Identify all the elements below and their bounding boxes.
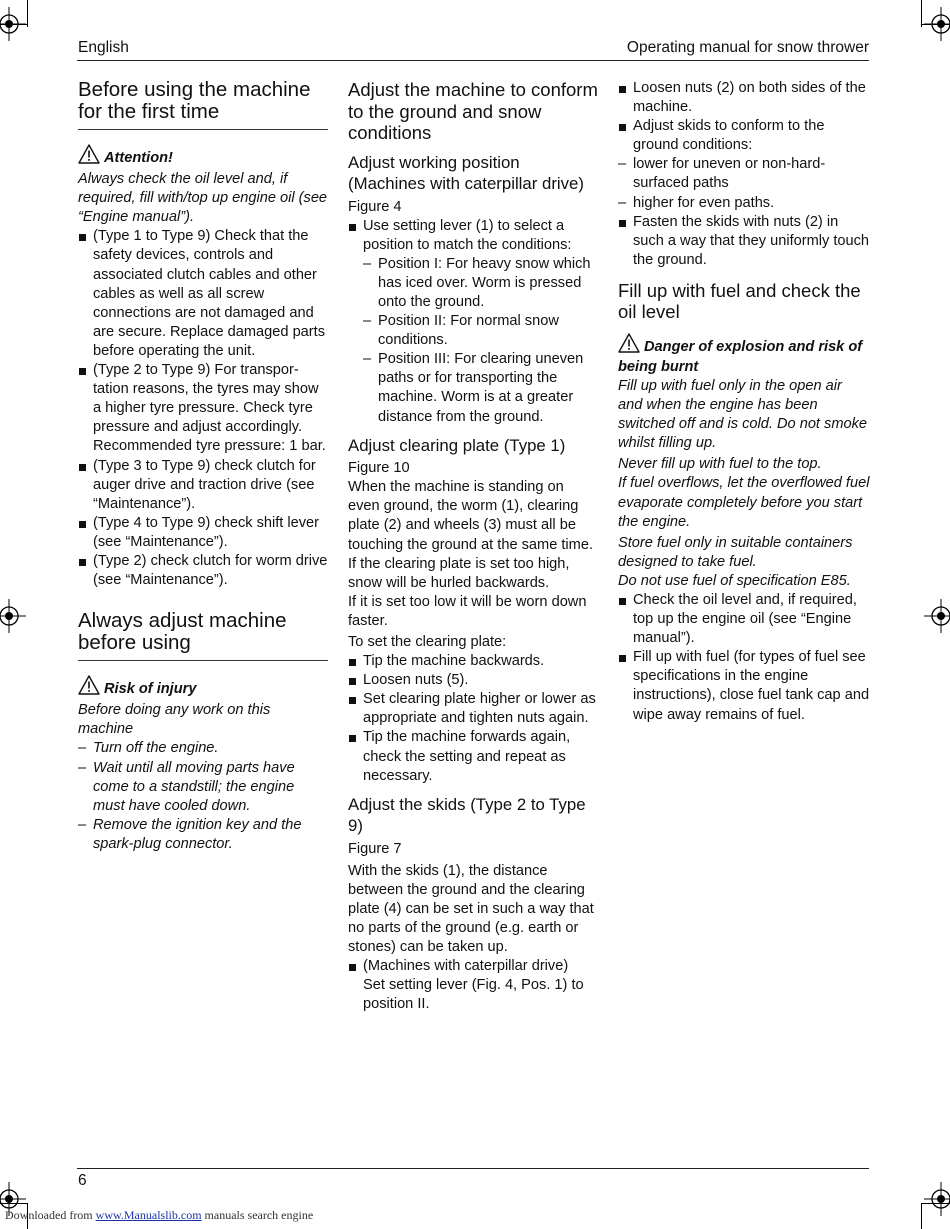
fuel-steps bbox=[618, 591, 870, 725]
list-item: Loosen nuts (5). bbox=[348, 671, 598, 690]
figure-reference: Figure 4 bbox=[348, 198, 402, 215]
section-title-always-adjust: Always adjust machine before using bbox=[78, 609, 287, 654]
list-item: – Position I: For heavy snow which has iced over. Worm is pressed onto the ground. bbox=[363, 255, 598, 312]
paragraph: Never fill up with fuel to the top. bbox=[618, 456, 822, 473]
section-title-first-use: Before using the machine for the first time bbox=[78, 78, 311, 123]
list-item: – higher for even paths. bbox=[618, 194, 870, 213]
registration-mark-mid-left bbox=[0, 599, 26, 633]
registration-mark-bottom-right bbox=[924, 1182, 950, 1216]
page-number: 6 bbox=[78, 1172, 87, 1189]
section-rule bbox=[78, 129, 328, 130]
trim-mark bbox=[921, 1203, 950, 1204]
registration-mark-mid-right bbox=[924, 599, 950, 633]
paragraph: Do not use fuel of specification E85. bbox=[618, 572, 851, 589]
skids-steps bbox=[348, 957, 598, 1014]
list-item: Use setting lever (1) to select a position to match the conditions: bbox=[348, 217, 598, 255]
danger-title: Danger of explosion and risk of being burnt bbox=[618, 338, 863, 375]
list-item: Set clearing plate higher or lower as appropriate and tighten nuts again. bbox=[348, 690, 598, 728]
header-language: English bbox=[78, 39, 129, 56]
list-item: (Type 2 to Type 9) For transpor-tation reasons, the tyres may show a higher tyre pressure. Check tyre pressure and adjust accordingly. Recommended tyre pressure: 1 bar. bbox=[78, 361, 328, 456]
trim-mark bbox=[27, 0, 28, 27]
download-prefix: Downloaded from bbox=[5, 1208, 93, 1222]
column-1 bbox=[78, 79, 328, 854]
warning-triangle-icon bbox=[78, 144, 100, 164]
list-item: – Position III: For clearing uneven paths or for transporting the machine. Worm is at a greater distance from the ground. bbox=[363, 350, 598, 426]
paragraph: To set the clearing plate: bbox=[348, 633, 507, 650]
trim-mark bbox=[0, 24, 27, 25]
list-item: – Turn off the engine. bbox=[78, 739, 328, 758]
warning-triangle-icon bbox=[618, 333, 640, 353]
list-item: (Type 4 to Type 9) check shift lever (see “Maintenance”). bbox=[78, 514, 328, 552]
section-title-adjust-machine: Adjust the machine to conform to the ground and snow conditions bbox=[348, 79, 598, 143]
column-3 bbox=[618, 79, 870, 725]
trim-mark bbox=[921, 0, 922, 27]
paragraph: With the skids (1), the distance between the ground and the clearing plate (4) can be set in such a way that no parts of the ground (e.g. earth or stones) can be taken up. bbox=[348, 862, 594, 956]
paragraph: Fill up with fuel only in the open air and when the engine has been switched off and is cold. Do not smoke whilst filling up. bbox=[618, 377, 868, 452]
list-item: – Position II: For normal snow conditions. bbox=[363, 312, 598, 350]
skids-steps-continued bbox=[618, 79, 870, 270]
section-rule bbox=[78, 660, 328, 661]
figure-reference: Figure 10 bbox=[348, 460, 410, 477]
danger-heading bbox=[618, 333, 870, 377]
list-item: Check the oil level and, if required, top up the engine oil (see “Engine manual”). bbox=[618, 591, 870, 648]
list-item: Loosen nuts (2) on both sides of the machine. bbox=[618, 79, 870, 117]
injury-intro: Before doing any work on this machine bbox=[78, 702, 271, 738]
paragraph: Store fuel only in suitable containers designed to take fuel. bbox=[618, 534, 853, 570]
list-item: Tip the machine forwards again, check the setting and repeat as necessary. bbox=[348, 728, 598, 785]
list-item: – Wait until all moving parts have come to a standstill; the engine must have cooled down. bbox=[78, 759, 328, 816]
injury-title: Risk of injury bbox=[104, 681, 197, 698]
list-item: Fasten the skids with nuts (2) in such a way that they uniformly touch the ground. bbox=[618, 213, 870, 270]
trim-mark bbox=[0, 1203, 27, 1204]
list-item-line: Set setting lever (Fig. 4, Pos. 1) to position II. bbox=[363, 977, 584, 1013]
list-item: – lower for uneven or non-hard-surfaced paths bbox=[618, 155, 870, 193]
paragraph: If fuel overflows, let the overflowed fuel evaporate completely before you start the engine. bbox=[618, 475, 870, 530]
danger-text bbox=[618, 377, 870, 591]
subheading-skids: Adjust the skids (Type 2 to Type 9) bbox=[348, 794, 586, 836]
subheading-clearing-plate: Adjust clearing plate (Type 1) bbox=[348, 435, 566, 455]
attention-heading bbox=[78, 144, 328, 168]
warning-triangle-icon bbox=[78, 675, 100, 695]
attention-text: Always check the oil level and, if required, fill with/top up engine oil (see “Engine manual”). bbox=[78, 171, 328, 226]
list-item: – Remove the ignition key and the spark-plug connector. bbox=[78, 816, 328, 854]
manualslib-link[interactable]: www.Manualslib.com bbox=[95, 1208, 202, 1222]
subheading-working-position: Adjust working position (Machines with caterpillar drive) bbox=[348, 152, 584, 193]
list-item: (Type 2) check clutch for worm drive (see “Maintenance”). bbox=[78, 552, 328, 590]
attention-title: Attention! bbox=[104, 150, 173, 166]
injury-heading bbox=[78, 675, 328, 699]
list-item-line: (Machines with caterpillar drive) bbox=[363, 958, 569, 975]
position-options bbox=[348, 255, 598, 427]
trim-mark bbox=[921, 1203, 922, 1229]
trim-mark bbox=[921, 24, 950, 25]
header-rule bbox=[77, 60, 869, 61]
first-use-checklist bbox=[78, 227, 328, 590]
working-position-list bbox=[348, 217, 598, 255]
section-title-fuel-oil: Fill up with fuel and check the oil level bbox=[618, 279, 861, 323]
header-manual-title: Operating manual for snow thrower bbox=[626, 39, 869, 56]
list-item: Tip the machine backwards. bbox=[348, 652, 598, 671]
figure-reference: Figure 7 bbox=[348, 840, 402, 857]
list-item bbox=[348, 957, 598, 1014]
list-item: (Type 1 to Type 9) Check that the safety devices, controls and associated clutch cables and other cables as well as all screw connections are not damaged and are secure. Replace damaged parts before operating the unit. bbox=[78, 227, 328, 361]
paragraph: If it is set too low it will be worn down faster. bbox=[348, 593, 587, 629]
download-notice bbox=[5, 1208, 313, 1223]
list-item: Adjust skids to conform to the ground conditions: bbox=[618, 117, 870, 155]
list-item: (Type 3 to Type 9) check clutch for auger drive and traction drive (see “Maintenance”). bbox=[78, 457, 328, 514]
footer-rule bbox=[77, 1168, 869, 1169]
clearing-plate-steps bbox=[348, 652, 598, 786]
download-suffix: manuals search engine bbox=[204, 1208, 314, 1222]
paragraph: When the machine is standing on even ground, the worm (1), clearing plate (2) and wheels (3) must all be touching the ground at the same time. If the clearing plate is set too high, snow will be hurled backwards. bbox=[348, 479, 594, 591]
list-item: Fill up with fuel (for types of fuel see specifications in the engine instructions), close fuel tank cap and wipe away remains of fuel. bbox=[618, 648, 870, 724]
column-2 bbox=[348, 79, 598, 1015]
injury-steps bbox=[78, 739, 328, 854]
